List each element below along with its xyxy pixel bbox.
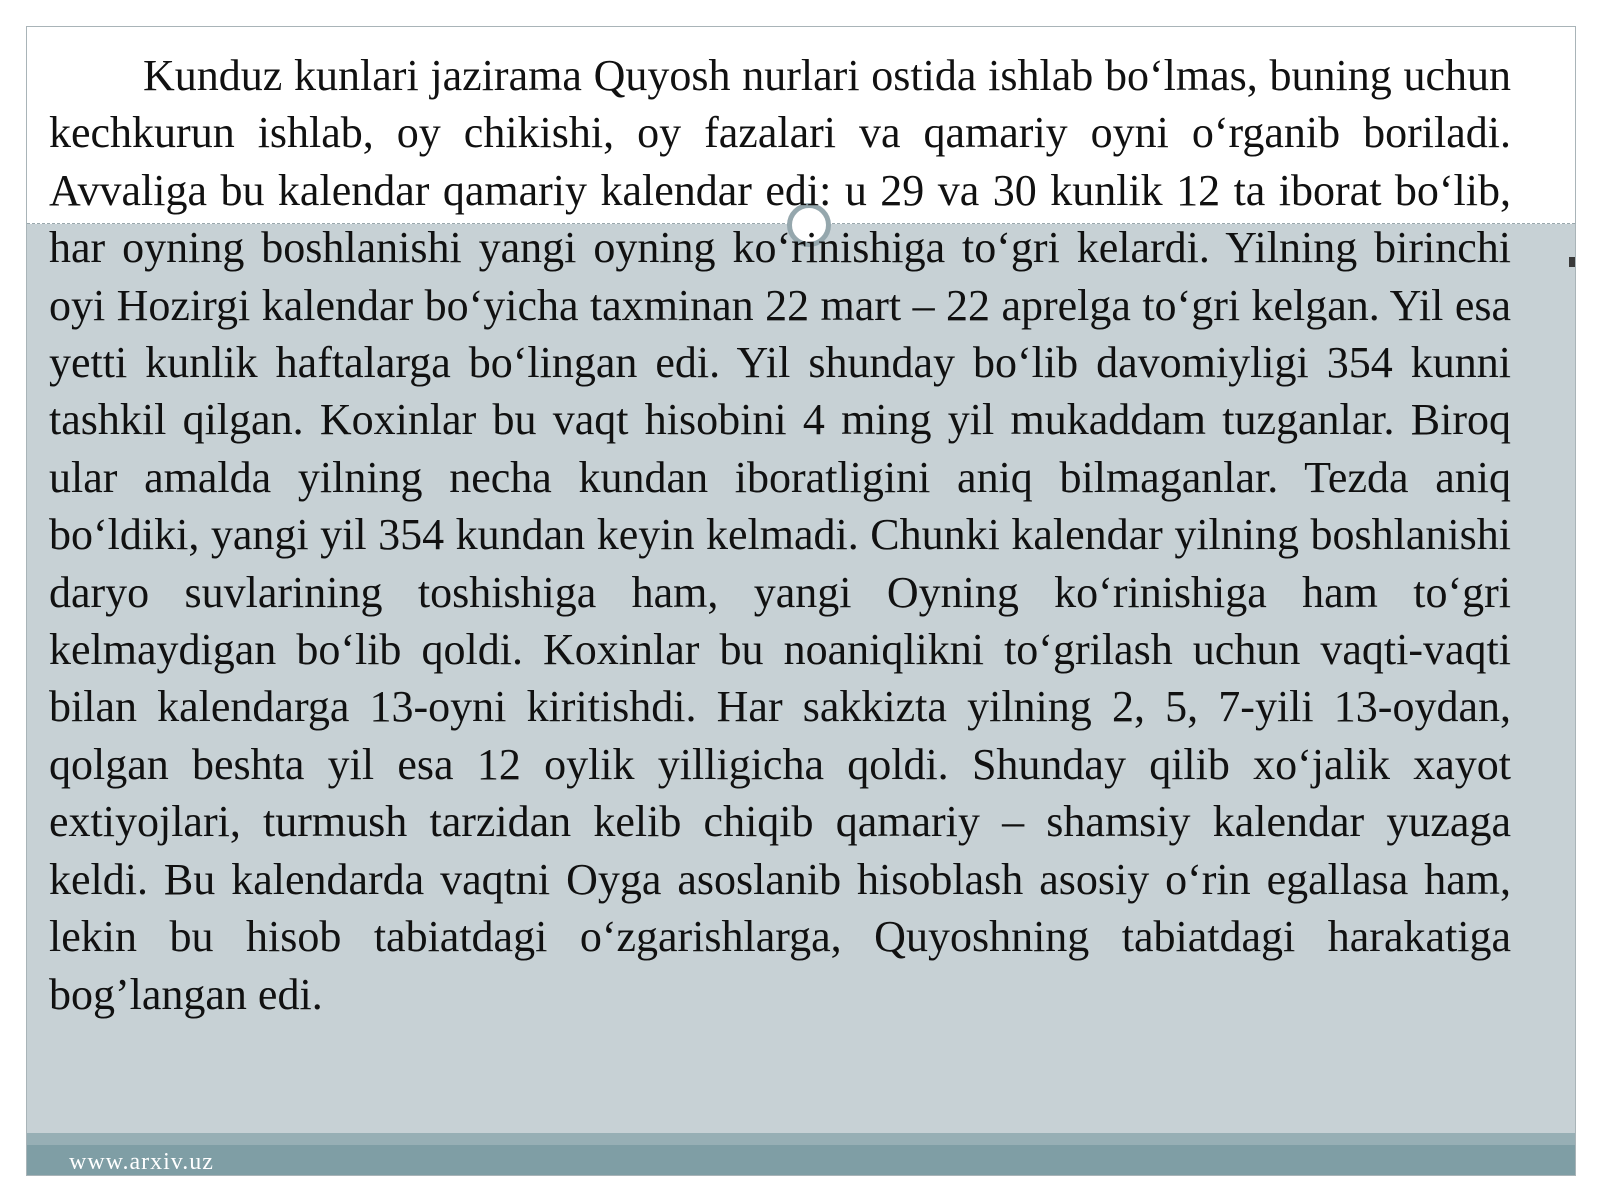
footer-website-link[interactable]: www.arxiv.uz [69,1149,214,1175]
edge-marker [1569,257,1575,267]
footer-bar [27,1145,1575,1175]
footer-accent-strip [27,1133,1575,1145]
slide-body-text: Kunduz kunlari jazirama Quyosh nurlari ostida ishlab bo‘lmas, buning uchun kechkurun ishlab, oy chikishi, oy fazalari va qamariy oyni o‘rganib boriladi. Avvaliga bu kalendar qamariy kalendar edi: u 29 va 30 kunlik 12 ta iborat bo‘lib, har oyning boshlanishi yangi oyning ko‘rinishiga to‘gri kelardi. Yilning birinchi oyi Hozirgi kalendar bo‘yicha taxminan 22 mart – 22 aprelga to‘gri kelgan. Yil esa yetti kunlik haftalarga bo‘lingan edi. Yil shunday bo‘lib davomiyligi 354 kunni tashkil qilgan. Koxinlar bu vaqt hisobini 4 ming yil mukaddam tuzganlar. Biroq ular amalda yilning necha kundan iboratligini aniq bilmaganlar. Tezda aniq bo‘ldiki, yangi yil 354 kundan keyin kelmadi. Chunki kalendar yilning boshlanishi daryo suvlarining toshishiga ham, yangi Oyning ko‘rinishiga ham to‘gri kelmaydigan bo‘lib qoldi. Koxinlar bu noaniqlikni to‘grilash uchun vaqti-vaqti bilan kalendarga 13-oyni kiritishdi. Har sakkizta yilning 2, 5, 7-yili 13-oydan, qolgan beshta yil esa 12 oylik yilligicha qoldi. Shunday qilib xo‘jalik xayot extiyojlari, turmush tarzidan kelib chiqib qamariy – shamsiy kalendar yuzaga keldi. Bu kalendarda vaqtni Oyga asoslanib hisoblash asosiy o‘rin egallasa ham, lekin bu hisob tabiatdagi o‘zgarishlarga, Quyoshning tabiatdagi harakatiga bog’langan edi. [49,51,1511,1019]
slide [26,26,1576,1176]
